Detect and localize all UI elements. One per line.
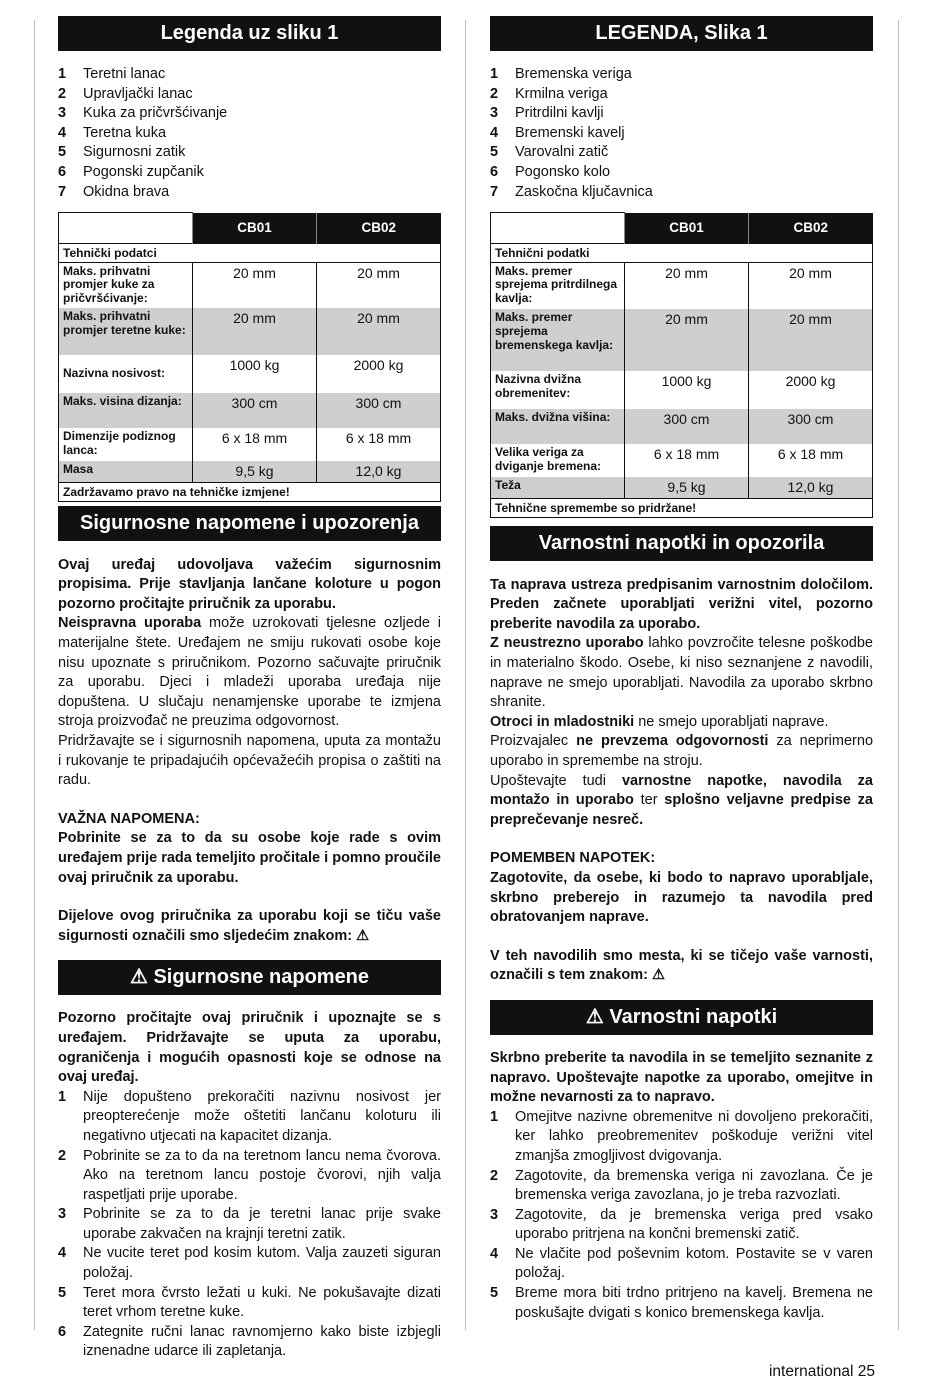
symbol-text: V teh navodilih smo mesta, ki se tičejo vaše varnosti, označili s tem znakom: ⚠ <box>490 947 873 984</box>
paragraph: Neispravna uporaba može uzrokovati tjelesne ozljede i materijalne štete. Uređajem ne smiju rukovati osobe koje nisu upoznate s priručnikom. Pozorno sačuvajte priručnik za uporabu. Djeci i mladeži uporaba uređaja nije dopuštena. U slučaju nenamjenske uporabe te izmjena stroja proizvođač ne preuzima odgovornost. <box>58 615 441 730</box>
table-row: Velika veriga za dviganje bremena: 6 x 18 mm 6 x 18 mm <box>491 444 873 477</box>
table-row: Maks. premer sprejema bremenskega kavlja: 20 mm 20 mm <box>491 309 873 371</box>
list-item: 3 Pobrinite se za to da je teretni lanac prije svake uporabe zakvačen na krajnji teretni zatik. <box>58 1206 441 1242</box>
notes-list <box>58 1088 441 1362</box>
legend-list <box>490 65 873 202</box>
list-item: 7 Okidna brava <box>58 183 170 200</box>
list-item: 2 Pobrinite se za to da na teretnom lancu nema čvorova. Ako na teretnom lancu postoje čvorovi, njih valja raspetljati prije uporabe. <box>58 1147 441 1203</box>
list-item: 4 Bremenski kavelj <box>490 124 625 141</box>
table-row: Maks. dvižna višina: 300 cm 300 cm <box>491 409 873 444</box>
notes-intro: Pozorno pročitajte ovaj priručnik i upoznajte se s uređajem. Pridržavajte se uputa za uporabu, ograničenja i mogućih opasnosti koje se odnose na ovaj uređaj. <box>58 1010 441 1086</box>
paragraph: Otroci in mladostniki ne smejo uporabljati naprave. <box>490 713 829 730</box>
footer-label: international <box>768 1363 854 1380</box>
table-row: Teža 9,5 kg 12,0 kg <box>491 477 873 498</box>
croatian-column <box>58 16 441 1362</box>
notes-intro: Skrbno preberite ta navodila in se temeljito seznanite z napravo. Upoštevajte napotke za uporabo, omejitve in možne nevarnosti za to napravo. <box>490 1049 873 1106</box>
list-item: 2 Krmilna veriga <box>490 85 608 102</box>
safety-heading: Varnostni napotki in opozorila <box>490 526 873 561</box>
paragraph: Z neustrezno uporabo lahko povzročite telesne poškodbe in materialno škodo. Osebe, ki niso seznanjene z navodili, naprave ne smejo uporabljati. Navodila za uporabo skrbno shranite. <box>490 635 874 711</box>
list-item: 1 Bremenska veriga <box>490 66 632 82</box>
list-item: 5 Breme mora biti trdno pritrjeno na kavelj. Bremena ne poskušajte dvigati s konico bremenskega kavlja. <box>490 1285 873 1321</box>
notes-heading: ⚠ Sigurnosne napomene <box>58 960 441 995</box>
legend-list <box>58 65 441 202</box>
list-item: 4 Ne vucite teret pod kosim kutom. Valja zauzeti siguran položaj. <box>58 1245 441 1282</box>
table-footnote: Zadržavamo pravo na tehničke izmjene! <box>59 482 441 501</box>
list-item: 7 Zaskočna ključavnica <box>490 183 653 200</box>
intro-text: Ta naprava ustreza predpisanim varnostnim določilom. Preden začnete uporabljati verižni vitel, pozorno preberite navodila za uporabo. <box>490 576 873 632</box>
slovenian-column <box>490 16 873 1323</box>
right-margin-rule <box>898 20 899 1330</box>
list-item: 5 Teret mora čvrsto ležati u kuki. Ne pokušavajte dizati teret vrhom teretne kuke. <box>58 1284 441 1321</box>
important-text: Zagotovite, da osebe, ki bodo to napravo uporabljale, skrbno preberejo in razumejo ta navodila pred obratovanjem naprave. <box>490 869 873 926</box>
page-footer <box>769 1363 875 1381</box>
paragraph: Proizvajalec ne prevzema odgovornosti za neprimerno uporabo in spremembe na stroju. <box>490 733 874 769</box>
spec-table <box>58 212 441 502</box>
table-row: Masa 9,5 kg 12,0 kg <box>59 461 441 482</box>
important-text: Pobrinite se za to da su osobe koje rade s ovim uređajem prije rada temeljito pročitale i pomno proučile ovaj priručnik za uporabu. <box>58 830 441 886</box>
paragraph: Upoštevajte tudi varnostne napotke, navodila za montažo in uporabo ter splošno veljavne predpise za preprečevanje nesreč. <box>490 772 873 828</box>
list-item: 6 Zategnite ručni lanac ravnomjerno kako biste izbjegli iznenadne udarce ili zapletanja. <box>58 1323 441 1360</box>
list-item: 1 Teretni lanac <box>58 66 166 82</box>
list-item: 3 Pritrdilni kavlji <box>490 105 604 122</box>
table-row: Nazivna dvižna obremenitev: 1000 kg 2000 kg <box>491 371 873 409</box>
list-item: 5 Varovalni zatič <box>490 144 609 161</box>
spec-table <box>490 212 873 518</box>
list-item: 4 Teretna kuka <box>58 124 167 141</box>
table-row: Maks. visina dizanja: 300 cm 300 cm <box>59 393 441 428</box>
table-header: CB02 <box>749 213 873 244</box>
table-row: Nazivna nosivost: 1000 kg 2000 kg <box>59 355 441 393</box>
table-header: CB01 <box>193 213 317 244</box>
list-item: 3 Kuka za pričvršćivanje <box>58 105 228 122</box>
table-row: Maks. premer sprejema pritrdilnega kavlja: 20 mm 20 mm <box>491 262 873 309</box>
center-rule <box>465 20 466 1330</box>
table-section: Tehnični podatki <box>491 243 873 262</box>
safety-heading: Sigurnosne napomene i upozorenja <box>58 506 441 541</box>
list-item: 5 Sigurnosni zatik <box>58 144 186 161</box>
table-row: Maks. prihvatni promjer kuke za pričvršćivanje: 20 mm 20 mm <box>59 262 441 308</box>
list-item: 1 Nije dopušteno prekoračiti nazivnu nosivost jer preopterećenje može oštetiti lančanu koloturu ili negativno utjecati na kapacitet dizanja. <box>58 1088 441 1144</box>
list-item: 6 Pogonski zupčanik <box>58 163 204 180</box>
intro-text: Ovaj uređaj udovoljava važećim sigurnosnim propisima. Prije stavljanja lančane koloture u pogon pozorno pročitajte priručnik za uporabu. <box>58 556 441 612</box>
paragraph: Pridržavajte se i sigurnosnih napomena, uputa za montažu i rukovanje te pripadajućih općevažećih propisa o zaštiti na radu. <box>58 733 441 789</box>
important-heading: VAŽNA NAPOMENA: <box>58 810 200 827</box>
list-item: 3 Zagotovite, da je bremenska veriga pred vsako uporabo pritrjena na končni bremenski zatič. <box>490 1206 873 1243</box>
legend-heading: Legenda uz sliku 1 <box>58 16 441 51</box>
list-item: 6 Pogonsko kolo <box>490 163 611 180</box>
notes-list <box>490 1108 873 1324</box>
table-header: CB01 <box>625 213 749 244</box>
list-item: 2 Upravljački lanac <box>58 85 193 102</box>
list-item: 1 Omejitve nazivne obremenitve ni dovoljeno prekoračiti, ker lahko preobremenitev poškoduje verižni vitel zmanjša zmogljivost dvigovanja. <box>490 1108 873 1164</box>
page-number: 25 <box>857 1363 875 1380</box>
table-row: Maks. prihvatni promjer teretne kuke: 20 mm 20 mm <box>59 308 441 355</box>
table-section: Tehnički podatci <box>59 243 441 262</box>
left-margin-rule <box>34 20 35 1330</box>
table-row: Dimenzije podiznog lanca: 6 x 18 mm 6 x 18 mm <box>59 428 441 461</box>
table-header: CB02 <box>317 213 441 244</box>
legend-heading: LEGENDA, Slika 1 <box>490 16 873 51</box>
table-footnote: Tehnične spremembe so pridržane! <box>491 498 873 517</box>
list-item: 2 Zagotovite, da bremenska veriga ni zavozlana. Če je bremenska veriga zavozlana, jo je treba razvozlati. <box>490 1167 873 1204</box>
list-item: 4 Ne vlačite pod poševnim kotom. Postavite se v varen položaj. <box>490 1245 873 1282</box>
notes-heading: ⚠ Varnostni napotki <box>490 1000 873 1035</box>
important-heading: POMEMBEN NAPOTEK: <box>490 850 656 867</box>
symbol-text: Dijelove ovog priručnika za uporabu koji se tiču vaše sigurnosti označili smo sljedećim znakom: ⚠ <box>58 908 441 944</box>
